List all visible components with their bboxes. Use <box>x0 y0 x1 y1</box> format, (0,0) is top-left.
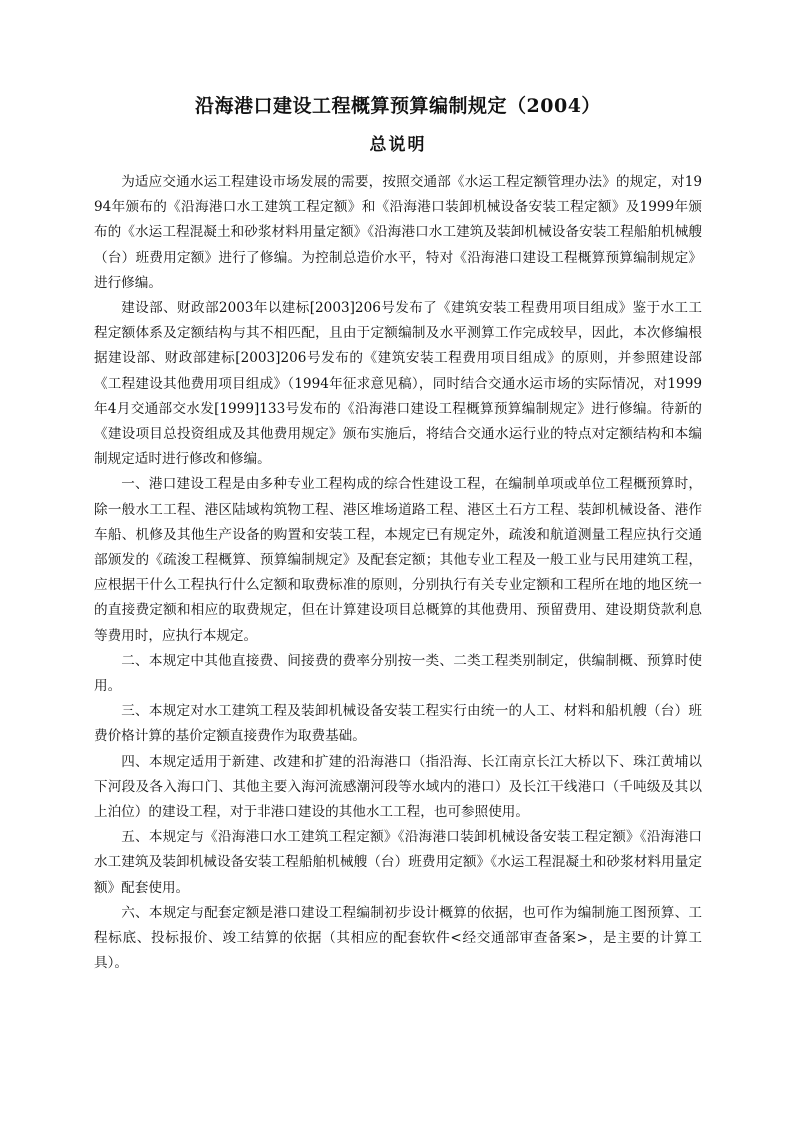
document-title: 沿海港口建设工程概算预算编制规定（2004） <box>195 95 601 117</box>
paragraph-item-2: 二、本规定中其他直接费、间接费的费率分别按一类、二类工程类别制定，供编制概、预算时使用。 <box>94 652 702 695</box>
paragraph-intro: 为适应交通水运工程建设市场发展的需要，按照交通部《水运工程定额管理办法》的规定，对1994年颁布的《沿海港口水工建筑工程定额》和《沿海港口装卸机械设备安装工程定额》及1999年颁布的《水运工程混凝土和砂浆材料用量定额》《沿海港口水工建筑及装卸机械设备安装工程船舶机械艘（台）班费用定额》进行了修编。为控制总造价水平，特对《沿海港口建设工程概算预算编制规定》进行修编。 <box>94 174 702 291</box>
paragraph-item-6: 六、本规定与配套定额是港口建设工程编制初步设计概算的依据，也可作为编制施工图预算、工程标底、投标报价、竣工结算的依据（其相应的配套软件<经交通部审查备案>，是主要的计算工具）。 <box>94 904 702 972</box>
paragraph-item-4: 四、本规定适用于新建、改建和扩建的沿海港口（指沿海、长江南京长江大桥以下、珠江黄埔以下河段及各入海口门、其他主要入海河流感潮河段等水域内的港口）及长江干线港口（千吨级及其以上泊位）的建设工程，对于非港口建设的其他水工工程，也可参照使用。 <box>94 753 702 821</box>
paragraph-item-1: 一、港口建设工程是由多种专业工程构成的综合性建设工程，在编制单项或单位工程概预算时，除一般水工工程、港区陆域构筑物工程、港区堆场道路工程、港区土石方工程、装卸机械设备、港作车船、机修及其他生产设备的购置和安装工程，本规定已有规定外，疏浚和航道测量工程应执行交通部颁发的《疏浚工程概算、预算编制规定》及配套定额；其他专业工程及一般工业与民用建筑工程，应根据干什么工程执行什么定额和取费标准的原则，分别执行有关专业定额和工程所在地的地区统一的直接费定额和相应的取费规定，但在计算建设项目总概算的其他费用、预留费用、建设期贷款利息等费用时，应执行本规定。 <box>94 476 702 644</box>
paragraph-background: 建设部、财政部2003年以建标[2003]206号发布了《建筑安装工程费用项目组成》鉴于水工工程定额体系及定额结构与其不相匹配，且由于定额编制及水平测算工作完成较早，因此，本次修编根据建设部、财政部建标[2003]206号发布的《建筑安装工程费用项目组成》的原则，并参照建设部《工程建设其他费用项目组成》（1994年征求意见稿），同时结合交通水运市场的实际情况，对1999年4月交通部交水发[1999]133号发布的《沿海港口建设工程概算预算编制规定》进行修编。待新的《建设项目总投资组成及其他费用规定》颁布实施后，将结合交通水运行业的特点对定额结构和本编制规定适时进行修改和修编。 <box>94 300 702 468</box>
paragraph-item-5: 五、本规定与《沿海港口水工建筑工程定额》《沿海港口装卸机械设备安装工程定额》《沿海港口水工建筑及装卸机械设备安装工程船舶机械艘（台）班费用定额》《水运工程混凝土和砂浆材料用量定额》配套使用。 <box>94 829 702 896</box>
paragraph-item-3: 三、本规定对水工建筑工程及装卸机械设备安装工程实行由统一的人工、材料和船机艘（台）班费价格计算的基价定额直接费作为取费基础。 <box>94 703 702 745</box>
document-subtitle: 总说明 <box>369 135 427 155</box>
